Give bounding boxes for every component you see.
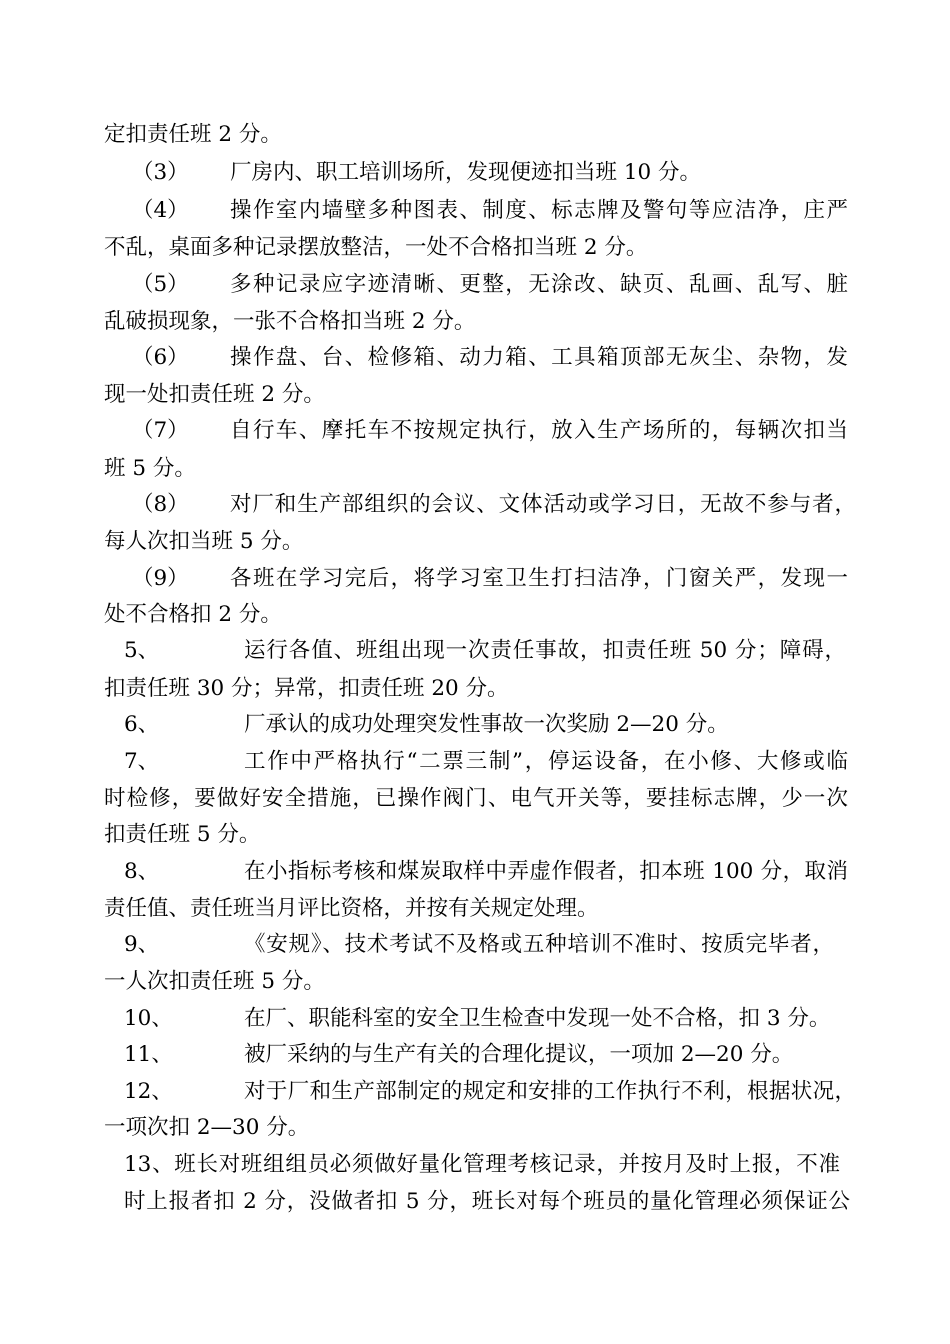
- item-number: 11、: [124, 1042, 173, 1067]
- item-number: （4）: [132, 198, 189, 223]
- item-number: （7）: [132, 418, 189, 443]
- item-text-cont: 每人次扣当班 5 分。: [104, 529, 304, 554]
- item-text-cont: 处不合格扣 2 分。: [104, 602, 282, 627]
- item-text-cont: 时检修，要做好安全措施，已操作阀门、电气开关等，要挂标志牌，少一次: [104, 786, 848, 811]
- item-number: （3）: [132, 160, 189, 185]
- item-text: 厂承认的成功处理突发性事故一次奖励 2—20 分。: [244, 712, 729, 737]
- item-text: 《安规》、技术考试不及格或五种培训不准时、按质完毕者，: [244, 932, 834, 957]
- item-text: 对厂和生产部组织的会议、文体活动或学习日，无故不参与者，: [230, 492, 856, 517]
- item-text: 多种记录应字迹清晰、更整，无涂改、缺页、乱画、乱写、脏: [230, 272, 848, 297]
- item-text-cont: 不乱，桌面多种记录摆放整洁，一处不合格扣当班 2 分。: [104, 235, 648, 260]
- item-number: （5）: [132, 272, 189, 297]
- item-text: 操作盘、台、检修箱、动力箱、工具箱顶部无灰尘、杂物，发: [230, 345, 848, 370]
- item-number: 7、: [124, 749, 160, 774]
- item-text: 各班在学习完后，将学习室卫生打扫洁净，门窗关严，发现一: [230, 566, 848, 591]
- item-text: 被厂采纳的与生产有关的合理化提议，一项加 2—20 分。: [244, 1042, 794, 1067]
- item-text-cont: 现一处扣责任班 2 分。: [104, 382, 325, 407]
- item-text-cont: 时上报者扣 2 分，没做者扣 5 分，班长对每个班员的量化管理必须保证公: [124, 1189, 850, 1214]
- item-text-cont: 乱破损现象，一张不合格扣当班 2 分。: [104, 309, 476, 334]
- item-text: 运行各值、班组出现一次责任事故，扣责任班 50 分；障碍，: [244, 638, 846, 663]
- item-number: （9）: [132, 566, 189, 591]
- item-number: 9、: [124, 932, 160, 957]
- item-text-cont: 一人次扣责任班 5 分。: [104, 969, 325, 994]
- item-number: （8）: [132, 492, 189, 517]
- item-text: 操作室内墙壁多种图表、制度、标志牌及警句等应洁净，庄严: [230, 198, 848, 223]
- item-number: （6）: [132, 345, 189, 370]
- item-number: 10、: [124, 1006, 173, 1031]
- item-number: 8、: [124, 859, 160, 884]
- item-text-cont: 班 5 分。: [104, 456, 196, 481]
- item-text: 在小指标考核和煤炭取样中弄虚作假者，扣本班 100 分，取消: [244, 859, 848, 884]
- item-text-cont: 一项次扣 2—30 分。: [104, 1115, 310, 1140]
- item-text: 在厂、职能科室的安全卫生检查中发现一处不合格，扣 3 分。: [244, 1006, 831, 1031]
- paragraph-continuation: 定扣责任班 2 分。: [104, 122, 282, 147]
- item-text-cont: 责任值、责任班当月评比资格，并按有关规定处理。: [104, 896, 599, 921]
- item-text: 厂房内、职工培训场所，发现便迹扣当班 10 分。: [230, 160, 702, 185]
- item-number: 12、: [124, 1079, 173, 1104]
- item-text: 13、班长对班组组员必须做好量化管理考核记录，并按月及时上报，不准: [124, 1152, 840, 1177]
- item-text: 对于厂和生产部制定的规定和安排的工作执行不利，根据状况，: [244, 1079, 856, 1104]
- item-text-cont: 扣责任班 5 分。: [104, 822, 261, 847]
- item-text: 工作中严格执行“二票三制”，停运设备，在小修、大修或临: [244, 749, 848, 774]
- item-number: 5、: [124, 638, 160, 663]
- item-text-cont: 扣责任班 30 分；异常，扣责任班 20 分。: [104, 676, 509, 701]
- item-number: 6、: [124, 712, 160, 737]
- item-text: 自行车、摩托车不按规定执行，放入生产场所的，每辆次扣当: [230, 418, 848, 443]
